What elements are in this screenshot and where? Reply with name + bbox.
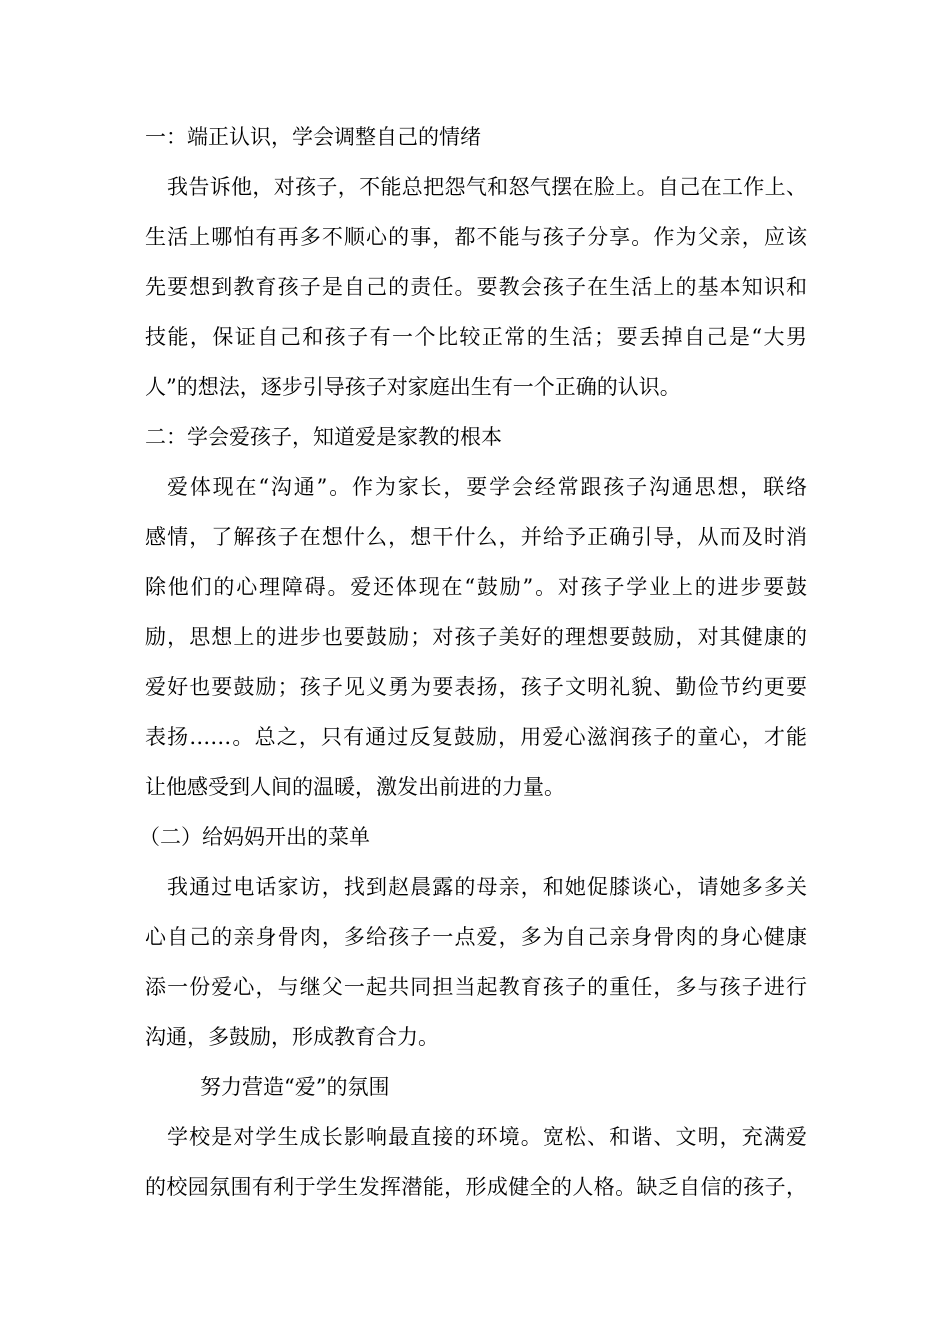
paragraph-line: 沟通，多鼓励，形成教育合力。 [145, 1025, 439, 1049]
paragraph-line: 除他们的心理障碍。爱还体现在“鼓励”。对孩子学业上的进步要鼓 [145, 575, 807, 599]
paragraph-line: 心自己的亲身骨肉，多给孩子一点爱，多为自己亲身骨肉的身心健康 [145, 925, 807, 949]
paragraph-line: 爱好也要鼓励；孩子见义勇为要表扬，孩子文明礼貌、勤俭节约更要 [145, 675, 807, 699]
paragraph-line: 学校是对学生成长影响最直接的环境。宽松、和谐、文明，充满爱 [167, 1125, 807, 1149]
section-heading-2: 二：学会爱孩子，知道爱是家教的根本 [145, 425, 502, 449]
paragraph-line: 添一份爱心，与继父一起共同担当起教育孩子的重任，多与孩子进行 [145, 975, 807, 999]
section-heading-3: （二）给妈妈开出的菜单 [139, 825, 370, 849]
paragraph-line: 的校园氛围有利于学生发挥潜能，形成健全的人格。缺乏自信的孩子， [145, 1175, 807, 1199]
paragraph-line: 先要想到教育孩子是自己的责任。要教会孩子在生活上的基本知识和 [145, 275, 807, 299]
paragraph-line: 生活上哪怕有再多不顺心的事，都不能与孩子分享。作为父亲，应该 [145, 225, 807, 249]
paragraph-line: 我告诉他，对孩子，不能总把怨气和怒气摆在脸上。自己在工作上、 [167, 175, 807, 199]
document-body [139, 112, 807, 1212]
paragraph-line: 表扬……。总之，只有通过反复鼓励，用爱心滋润孩子的童心，才能 [145, 725, 807, 749]
section-heading-1: 一：端正认识，学会调整自己的情绪 [145, 125, 481, 149]
paragraph-line: 励，思想上的进步也要鼓励；对孩子美好的理想要鼓励，对其健康的 [145, 625, 807, 649]
paragraph-line: 感情，了解孩子在想什么，想干什么，并给予正确引导，从而及时消 [145, 525, 807, 549]
paragraph-line: 让他感受到人间的温暖，激发出前进的力量。 [145, 775, 565, 799]
paragraph-line: 技能，保证自己和孩子有一个比较正常的生活；要丢掉自己是“大男 [145, 325, 807, 349]
paragraph-line: 爱体现在“沟通”。作为家长，要学会经常跟孩子沟通思想，联络 [167, 475, 807, 499]
paragraph-line: 我通过电话家访，找到赵晨露的母亲，和她促膝谈心，请她多多关 [167, 875, 807, 899]
section-heading-4: 努力营造“爱”的氛围 [200, 1075, 390, 1099]
paragraph-line: 人”的想法，逐步引导孩子对家庭出生有一个正确的认识。 [145, 375, 681, 399]
